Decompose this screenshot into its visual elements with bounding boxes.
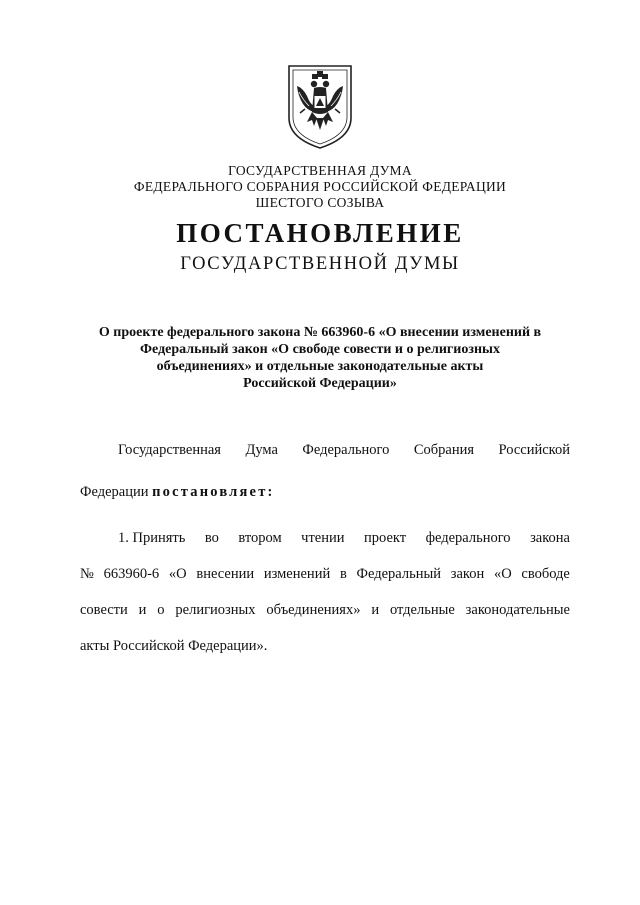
decree-verb: постановляет:	[152, 484, 275, 500]
word: в	[339, 566, 347, 582]
word: №	[80, 566, 94, 582]
word: религиозных	[175, 602, 256, 618]
word: объединениях»	[266, 602, 361, 618]
word: Федерации	[80, 484, 149, 500]
word: закон	[450, 566, 485, 582]
word: чтении	[301, 530, 345, 546]
word: свободе	[521, 566, 570, 582]
item-1-line-4	[80, 636, 570, 656]
preamble-line-1	[80, 440, 570, 460]
word: втором	[238, 530, 282, 546]
word: Федеральный	[356, 566, 441, 582]
word: внесении	[196, 566, 255, 582]
item-1-line-1	[80, 528, 570, 548]
word: во	[204, 530, 219, 546]
word: законодательные	[465, 602, 570, 618]
text: акты Российской Федерации».	[80, 638, 268, 654]
document-title: ПОСТАНОВЛЕНИЕ	[176, 218, 464, 248]
word: о	[157, 602, 165, 618]
item-1-paragraph	[80, 528, 570, 656]
word: закона	[530, 530, 570, 546]
word: «О	[168, 566, 187, 582]
document-subtitle: ГОСУДАРСТВЕННОЙ ДУМЫ	[180, 254, 460, 274]
issuer-line-duma: ГОСУДАРСТВЕННАЯ ДУМА	[228, 163, 412, 178]
word: отдельные	[389, 602, 455, 618]
word: и	[138, 602, 147, 618]
word: Собрания	[413, 442, 475, 458]
issuer-line-convocation: ШЕСТОГО СОЗЫВА	[255, 195, 385, 210]
preamble-paragraph	[80, 440, 570, 502]
word: 1. Принять	[118, 530, 186, 546]
word: Дума	[245, 442, 278, 458]
word: федерального	[425, 530, 511, 546]
subject-line: Федеральный закон «О свободе совести и о религиозных	[140, 342, 500, 357]
word: совести	[80, 602, 128, 618]
word: изменений	[263, 566, 331, 582]
word: и	[371, 602, 380, 618]
resolution-subject	[60, 324, 580, 392]
subject-line: объединениях» и отдельные законодательные акты	[156, 359, 484, 374]
item-1-line-3	[80, 600, 570, 620]
word: «О	[493, 566, 512, 582]
word: Государственная	[118, 442, 221, 458]
issuer-line-assembly: ФЕДЕРАЛЬНОГО СОБРАНИЯ РОССИЙСКОЙ ФЕДЕРАЦИИ	[133, 179, 507, 194]
issuer-header	[0, 163, 640, 211]
subject-line: Российской Федерации»	[243, 376, 397, 391]
word: Российской	[498, 442, 570, 458]
word: Федерального	[302, 442, 390, 458]
word: 663960-6	[103, 566, 160, 582]
word: проект	[364, 530, 407, 546]
preamble-line-2	[80, 482, 570, 502]
russian-coat-of-arms-emblem	[283, 62, 357, 152]
item-1-line-2	[80, 564, 570, 584]
subject-line: О проекте федерального закона № 663960-6 «О внесении изменений в	[98, 325, 542, 340]
